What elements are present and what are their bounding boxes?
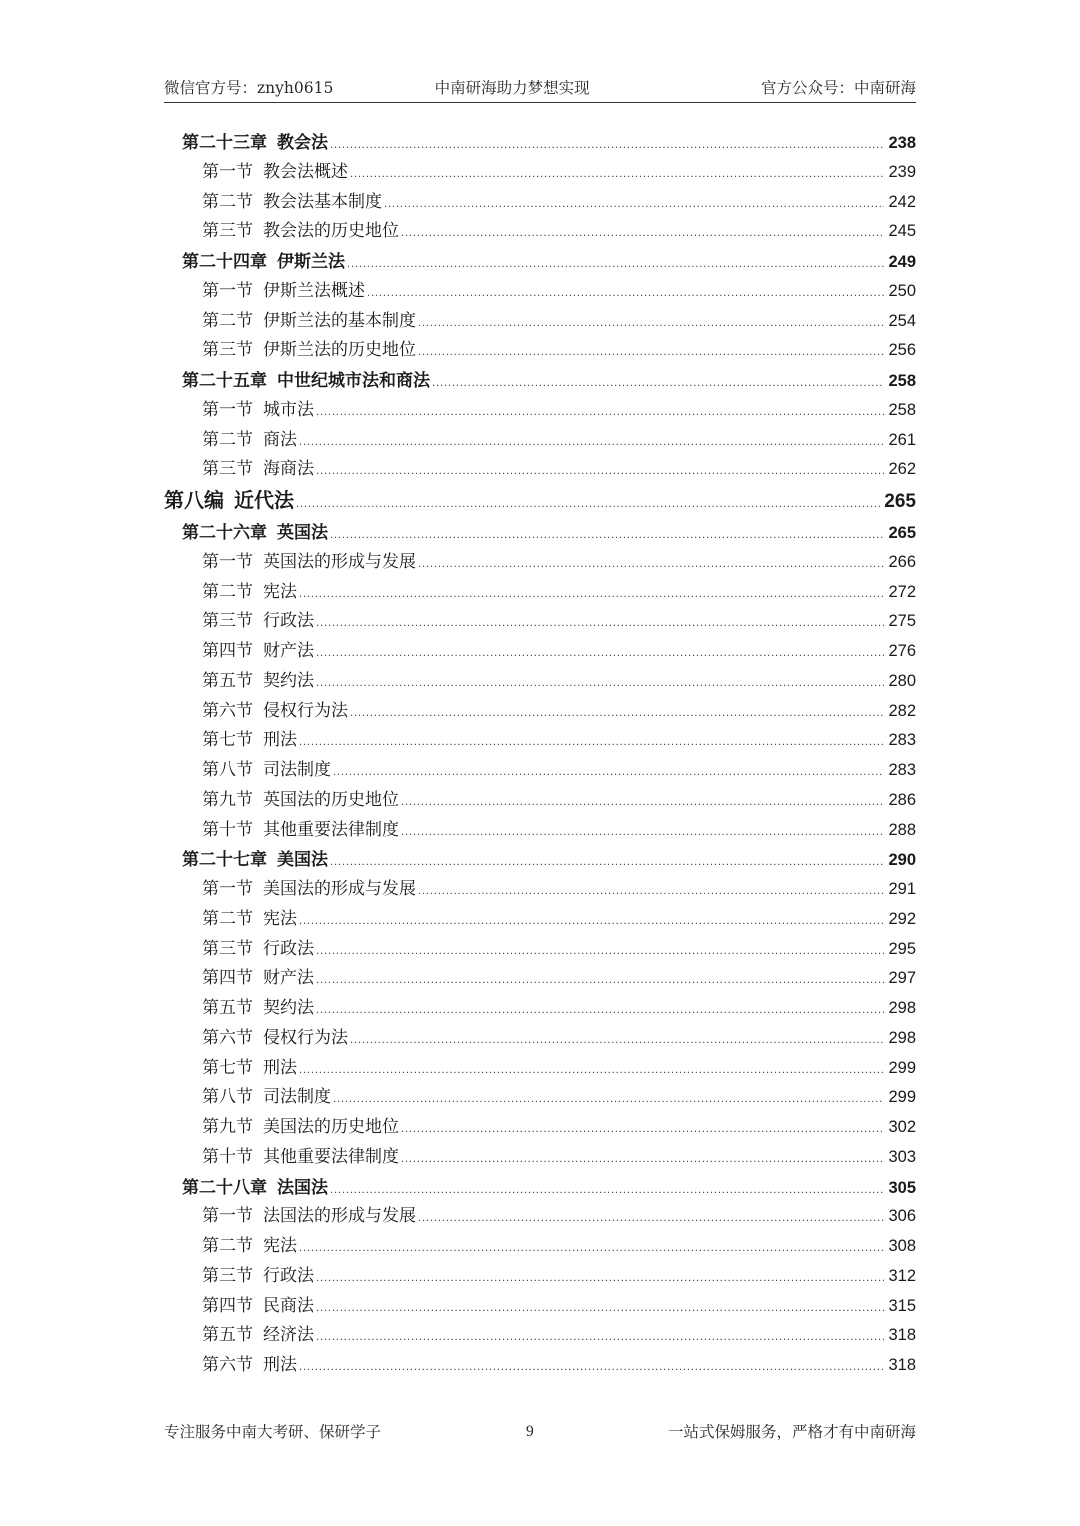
toc-entry-title	[164, 1262, 314, 1292]
toc-entry-sec[interactable]	[164, 1054, 916, 1084]
toc-entry-text: 财产法	[263, 968, 314, 989]
toc-entry-sec[interactable]	[164, 816, 916, 846]
dot-leader	[330, 519, 884, 551]
dot-leader	[384, 188, 884, 220]
toc-entry-title	[164, 518, 328, 548]
toc-entry-page: 242	[888, 192, 916, 211]
toc-entry-label: 第二节	[202, 908, 253, 929]
toc-entry-label: 第三节	[202, 459, 253, 480]
toc-entry-title	[164, 277, 365, 307]
toc-entry-label: 第九节	[202, 1117, 253, 1137]
dot-leader	[299, 578, 884, 610]
footer-left-text: 专注服务中南大考研、保研学子	[164, 1423, 382, 1441]
toc-entry-page: 258	[888, 400, 916, 419]
dot-leader	[401, 217, 884, 249]
toc-entry-title	[164, 786, 399, 816]
toc-entry-text: 宪法	[263, 908, 297, 929]
toc-entry-sec[interactable]	[164, 158, 916, 188]
toc-entry-page: 256	[888, 341, 916, 360]
toc-entry-label: 第四节	[202, 968, 253, 989]
toc-entry-sec[interactable]	[164, 1113, 916, 1143]
toc-entry-sec[interactable]	[164, 1262, 916, 1292]
toc-entry-title	[164, 1202, 416, 1232]
dot-leader	[367, 277, 884, 309]
toc-entry-text: 伊斯兰法的基本制度	[263, 310, 416, 331]
toc-entry-text: 刑法	[263, 730, 297, 751]
toc-entry-page: 305	[888, 1178, 916, 1197]
toc-entry-part[interactable]	[164, 485, 916, 518]
toc-entry-label: 第七节	[202, 730, 253, 751]
dot-leader	[316, 1262, 884, 1294]
toc-entry-title	[164, 128, 328, 158]
toc-entry-title	[164, 964, 314, 994]
toc-entry-page: 245	[888, 222, 916, 241]
toc-entry-label: 第二十四章	[182, 252, 267, 271]
toc-entry-text: 其他重要法律制度	[263, 819, 399, 840]
toc-entry-title	[164, 994, 314, 1024]
toc-entry-text: 宪法	[263, 581, 297, 602]
dot-leader	[316, 396, 884, 428]
toc-entry-text: 法国法的形成与发展	[263, 1206, 416, 1227]
dot-leader	[333, 1083, 884, 1115]
toc-entry-label: 第二十八章	[182, 1177, 267, 1197]
toc-entry-page: 318	[888, 1326, 916, 1345]
dot-leader	[401, 786, 884, 818]
toc-entry-page: 306	[888, 1207, 916, 1226]
dot-leader	[299, 1351, 884, 1383]
toc-entry-page: 315	[888, 1296, 916, 1315]
toc-entry-text: 教会法基本制度	[263, 191, 382, 212]
toc-entry-page: 295	[888, 939, 916, 958]
toc-entry-text: 司法制度	[263, 1087, 331, 1108]
toc-entry-page: 312	[888, 1266, 916, 1285]
toc-entry-sec[interactable]	[164, 964, 916, 994]
toc-entry-sec[interactable]	[164, 607, 916, 637]
toc-entry-sec[interactable]	[164, 336, 916, 366]
toc-entry-title	[164, 1232, 297, 1262]
toc-entry-chap[interactable]	[164, 1173, 916, 1203]
toc-entry-page: 254	[888, 311, 916, 330]
page-footer	[164, 1422, 916, 1446]
toc-entry-sec[interactable]	[164, 994, 916, 1024]
toc-entry-text: 行政法	[263, 611, 314, 632]
toc-entry-label: 第一节	[202, 161, 253, 182]
toc-entry-page: 297	[888, 969, 916, 988]
toc-entry-label: 第二十七章	[182, 850, 267, 870]
toc-entry-label: 第二节	[202, 581, 253, 602]
toc-entry-title	[164, 188, 382, 218]
toc-entry-title	[164, 217, 399, 247]
toc-entry-text: 侵权行为法	[263, 1027, 348, 1048]
toc-entry-label: 第九节	[202, 789, 253, 810]
toc-entry-text: 行政法	[263, 1265, 314, 1286]
toc-entry-title	[164, 905, 297, 935]
toc-entry-page: 292	[888, 909, 916, 928]
toc-entry-title	[164, 1143, 399, 1173]
toc-entry-text: 经济法	[263, 1325, 314, 1346]
toc-entry-page: 265	[884, 491, 916, 512]
dot-leader	[316, 455, 884, 487]
toc-entry-title	[164, 1292, 314, 1322]
toc-entry-text: 伊斯兰法概述	[263, 280, 365, 301]
toc-entry-sec[interactable]	[164, 277, 916, 307]
dot-leader	[316, 935, 884, 967]
dot-leader	[350, 158, 884, 190]
header-official-account: 官方公众号：中南研海	[760, 79, 916, 97]
dot-leader	[316, 1292, 884, 1324]
toc-entry-chap[interactable]	[164, 128, 916, 158]
toc-entry-label: 第八编	[164, 490, 224, 512]
toc-entry-label: 第六节	[202, 700, 253, 721]
toc-entry-label: 第一节	[202, 280, 253, 301]
toc-entry-label: 第二十六章	[182, 523, 267, 542]
toc-entry-page: 282	[888, 701, 916, 720]
toc-entry-label: 第六节	[202, 1027, 253, 1048]
toc-entry-text: 侵权行为法	[263, 700, 348, 721]
toc-entry-sec[interactable]	[164, 455, 916, 485]
header-slogan: 中南研海助力梦想实现	[434, 79, 590, 97]
toc-entry-label: 第七节	[202, 1057, 253, 1078]
toc-entry-sec[interactable]	[164, 188, 916, 218]
toc-entry-title	[164, 1321, 314, 1351]
toc-entry-page: 280	[888, 671, 916, 690]
dot-leader	[350, 1024, 884, 1056]
toc-entry-page: 262	[888, 460, 916, 479]
toc-entry-label: 第五节	[202, 998, 253, 1018]
toc-entry-chap[interactable]	[164, 518, 916, 548]
page-header	[164, 78, 916, 103]
dot-leader	[296, 486, 880, 521]
toc-entry-text: 伊斯兰法的历史地位	[263, 340, 416, 361]
toc-entry-sec[interactable]	[164, 217, 916, 247]
toc-entry-title	[164, 845, 328, 875]
toc-entry-label: 第三节	[202, 938, 253, 959]
toc-entry-text: 近代法	[234, 490, 294, 512]
toc-entry-sec[interactable]	[164, 1083, 916, 1113]
toc-entry-title	[164, 875, 416, 905]
toc-entry-label: 第二十五章	[182, 371, 267, 390]
toc-entry-title	[164, 485, 294, 518]
toc-entry-page: 249	[888, 253, 916, 271]
dot-leader	[299, 726, 884, 758]
table-of-contents	[164, 128, 916, 1381]
toc-entry-sec[interactable]	[164, 667, 916, 697]
toc-entry-label: 第六节	[202, 1355, 253, 1375]
toc-entry-text: 伊斯兰法	[277, 252, 345, 271]
toc-entry-title	[164, 247, 345, 277]
footer-right-text: 一站式保姆服务，严格才有中南研海	[667, 1423, 916, 1441]
dot-leader	[316, 667, 884, 699]
toc-entry-page: 298	[888, 999, 916, 1017]
toc-entry-label: 第四节	[202, 1295, 253, 1316]
toc-entry-label: 第八节	[202, 760, 253, 780]
dot-leader	[330, 846, 884, 878]
toc-entry-title	[164, 158, 348, 188]
page-number: 9	[526, 1423, 534, 1440]
toc-entry-page: 239	[888, 162, 916, 181]
dot-leader	[401, 1113, 884, 1145]
toc-entry-text: 法国法	[277, 1177, 328, 1197]
toc-entry-title	[164, 336, 416, 366]
toc-entry-sec[interactable]	[164, 875, 916, 905]
toc-entry-text: 商法	[263, 429, 297, 450]
toc-entry-label: 第五节	[202, 1325, 253, 1346]
toc-entry-sec[interactable]	[164, 548, 916, 578]
toc-entry-title	[164, 1054, 297, 1084]
toc-entry-title	[164, 1083, 331, 1113]
toc-entry-title	[164, 756, 331, 786]
toc-entry-label: 第四节	[202, 641, 253, 661]
toc-entry-sec[interactable]	[164, 786, 916, 816]
toc-entry-page: 258	[888, 372, 916, 390]
dot-leader	[418, 1202, 884, 1234]
toc-entry-title	[164, 455, 314, 485]
toc-entry-label: 第三节	[202, 221, 253, 242]
dot-leader	[316, 994, 884, 1026]
toc-entry-text: 司法制度	[263, 760, 331, 780]
toc-entry-text: 宪法	[263, 1236, 297, 1256]
toc-entry-sec[interactable]	[164, 307, 916, 337]
header-wechat-id: 微信官方号：znyh0615	[164, 79, 334, 97]
dot-leader	[316, 607, 884, 639]
toc-entry-title	[164, 396, 314, 426]
toc-entry-sec[interactable]	[164, 637, 916, 667]
toc-entry-text: 契约法	[263, 998, 314, 1018]
toc-entry-text: 美国法的历史地位	[263, 1117, 399, 1137]
toc-entry-title	[164, 816, 399, 846]
dot-leader	[316, 637, 884, 669]
dot-leader	[401, 1143, 884, 1175]
dot-leader	[418, 875, 884, 907]
toc-entry-label: 第二节	[202, 429, 253, 450]
toc-entry-sec[interactable]	[164, 1292, 916, 1322]
toc-entry-label: 第三节	[202, 1265, 253, 1286]
toc-entry-label: 第二节	[202, 310, 253, 331]
dot-leader	[347, 248, 884, 280]
dot-leader	[418, 548, 884, 580]
toc-entry-page: 299	[888, 1058, 916, 1077]
toc-entry-label: 第二十三章	[182, 133, 267, 152]
toc-entry-page: 283	[888, 761, 916, 779]
toc-entry-text: 教会法	[277, 133, 328, 152]
toc-entry-label: 第一节	[202, 1206, 253, 1227]
toc-entry-title	[164, 578, 297, 608]
dot-leader	[330, 1174, 884, 1206]
toc-entry-page: 286	[888, 790, 916, 809]
toc-entry-chap[interactable]	[164, 366, 916, 396]
toc-entry-sec[interactable]	[164, 1351, 916, 1381]
toc-entry-text: 契约法	[263, 670, 314, 691]
toc-entry-sec[interactable]	[164, 1321, 916, 1351]
toc-entry-label: 第一节	[202, 399, 253, 420]
dot-leader	[333, 756, 884, 788]
toc-entry-title	[164, 548, 416, 578]
toc-entry-title	[164, 667, 314, 697]
toc-entry-text: 中世纪城市法和商法	[277, 371, 430, 390]
toc-entry-sec[interactable]	[164, 1024, 916, 1054]
dot-leader	[316, 964, 884, 996]
toc-entry-title	[164, 1351, 297, 1381]
toc-entry-sec[interactable]	[164, 1232, 916, 1262]
toc-entry-label: 第十节	[202, 819, 253, 840]
toc-entry-sec[interactable]	[164, 1202, 916, 1232]
toc-entry-page: 272	[888, 582, 916, 601]
toc-entry-page: 250	[888, 281, 916, 300]
toc-entry-page: 266	[888, 552, 916, 571]
dot-leader	[316, 1321, 884, 1353]
toc-entry-label: 第八节	[202, 1087, 253, 1108]
toc-entry-text: 其他重要法律制度	[263, 1146, 399, 1167]
toc-entry-page: 290	[888, 851, 916, 870]
dot-leader	[401, 816, 884, 848]
toc-entry-label: 第三节	[202, 340, 253, 361]
toc-entry-page: 275	[888, 612, 916, 631]
toc-entry-label: 第十节	[202, 1146, 253, 1167]
toc-entry-title	[164, 607, 314, 637]
toc-entry-title	[164, 637, 314, 667]
toc-entry-label: 第一节	[202, 551, 253, 572]
toc-entry-text: 教会法的历史地位	[263, 221, 399, 242]
dot-leader	[299, 905, 884, 937]
toc-entry-label: 第五节	[202, 670, 253, 691]
toc-entry-title	[164, 366, 430, 396]
dot-leader	[299, 426, 884, 458]
toc-entry-text: 英国法的历史地位	[263, 789, 399, 810]
dot-leader	[299, 1054, 884, 1086]
toc-entry-title	[164, 1173, 328, 1203]
toc-entry-title	[164, 726, 297, 756]
toc-entry-label: 第二节	[202, 191, 253, 212]
toc-entry-chap[interactable]	[164, 845, 916, 875]
toc-entry-sec[interactable]	[164, 905, 916, 935]
toc-entry-title	[164, 426, 297, 456]
toc-entry-text: 美国法	[277, 850, 328, 870]
toc-entry-page: 299	[888, 1088, 916, 1107]
toc-entry-page: 238	[888, 134, 916, 152]
dot-leader	[418, 307, 884, 339]
toc-entry-text: 刑法	[263, 1057, 297, 1078]
toc-entry-page: 318	[888, 1356, 916, 1374]
toc-entry-title	[164, 1113, 399, 1143]
toc-entry-text: 教会法概述	[263, 161, 348, 182]
toc-entry-page: 265	[888, 524, 916, 542]
toc-entry-text: 城市法	[263, 399, 314, 420]
toc-entry-page: 276	[888, 642, 916, 660]
toc-entry-text: 美国法的形成与发展	[263, 879, 416, 899]
toc-entry-chap[interactable]	[164, 247, 916, 277]
toc-entry-page: 291	[888, 880, 916, 898]
toc-entry-text: 英国法	[277, 523, 328, 542]
toc-entry-sec[interactable]	[164, 426, 916, 456]
toc-entry-page: 283	[888, 731, 916, 750]
toc-entry-sec[interactable]	[164, 726, 916, 756]
toc-entry-text: 财产法	[263, 641, 314, 661]
toc-entry-sec[interactable]	[164, 756, 916, 786]
toc-entry-page: 302	[888, 1118, 916, 1136]
toc-entry-sec[interactable]	[164, 935, 916, 965]
dot-leader	[330, 129, 884, 161]
toc-entry-text: 英国法的形成与发展	[263, 551, 416, 572]
toc-entry-text: 行政法	[263, 938, 314, 959]
dot-leader	[299, 1232, 884, 1264]
toc-entry-title	[164, 1024, 348, 1054]
toc-entry-label: 第三节	[202, 611, 253, 632]
dot-leader	[418, 336, 884, 368]
toc-entry-title	[164, 697, 348, 727]
dot-leader	[432, 367, 884, 399]
toc-entry-sec[interactable]	[164, 578, 916, 608]
toc-entry-text: 民商法	[263, 1295, 314, 1316]
toc-entry-sec[interactable]	[164, 1143, 916, 1173]
toc-entry-label: 第一节	[202, 879, 253, 899]
toc-entry-title	[164, 307, 416, 337]
toc-entry-text: 刑法	[263, 1355, 297, 1375]
dot-leader	[350, 697, 884, 729]
toc-entry-title	[164, 935, 314, 965]
toc-entry-label: 第二节	[202, 1236, 253, 1256]
toc-entry-sec[interactable]	[164, 697, 916, 727]
toc-entry-sec[interactable]	[164, 396, 916, 426]
toc-entry-page: 288	[888, 820, 916, 839]
toc-entry-page: 298	[888, 1028, 916, 1047]
toc-entry-text: 海商法	[263, 459, 314, 480]
toc-entry-page: 261	[888, 430, 916, 449]
toc-entry-page: 303	[888, 1147, 916, 1166]
toc-entry-page: 308	[888, 1237, 916, 1255]
